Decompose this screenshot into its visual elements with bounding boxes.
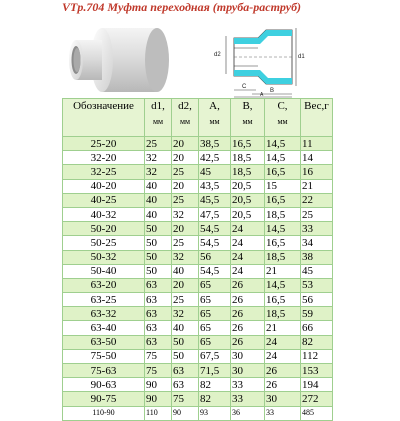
- table-cell: 40-20: [63, 179, 145, 193]
- table-cell: 25: [301, 207, 333, 221]
- table-cell: 75-63: [63, 364, 145, 378]
- table-cell: 67,5: [199, 349, 231, 363]
- table-cell: 18,5: [265, 307, 301, 321]
- table-cell: 42,5: [199, 151, 231, 165]
- column-header-label: B,: [242, 100, 253, 112]
- table-cell: 59: [301, 307, 333, 321]
- table-row: [63, 335, 333, 349]
- label-d2: d2: [214, 52, 221, 58]
- table-cell: 20: [172, 137, 199, 151]
- table-cell: 50-25: [63, 236, 145, 250]
- table-cell: 90-63: [63, 378, 145, 392]
- column-header-label: Вес,г: [304, 100, 329, 112]
- table-cell: 93: [199, 406, 231, 420]
- table-cell: 24: [231, 222, 265, 236]
- column-header-label: d2,: [178, 100, 192, 112]
- table-cell: 16,5: [265, 193, 301, 207]
- table-cell: 40: [145, 193, 172, 207]
- table-cell: 25: [145, 137, 172, 151]
- table-cell: 63-20: [63, 278, 145, 292]
- table-cell: 38,5: [199, 137, 231, 151]
- column-header-unit: мм: [209, 117, 220, 126]
- table-cell: 16: [301, 165, 333, 179]
- table-cell: 63-40: [63, 321, 145, 335]
- table-row: [63, 378, 333, 392]
- table-cell: 40-25: [63, 193, 145, 207]
- table-cell: 24: [231, 264, 265, 278]
- table-cell: 26: [231, 335, 265, 349]
- table-cell: 16,5: [265, 236, 301, 250]
- table-row: [63, 236, 333, 250]
- table-cell: 25-20: [63, 137, 145, 151]
- table-cell: 16,5: [231, 137, 265, 151]
- table-cell: 25: [172, 236, 199, 250]
- table-cell: 50: [172, 349, 199, 363]
- column-header-unit: мм: [277, 117, 288, 126]
- table-cell: 82: [301, 335, 333, 349]
- page-title: VTp.704 Муфта переходная (труба-раструб): [62, 0, 302, 14]
- table-cell: 20,5: [231, 193, 265, 207]
- table-cell: 32: [145, 165, 172, 179]
- column-header: [231, 99, 265, 137]
- table-row: [63, 222, 333, 236]
- table-cell: 18,5: [231, 165, 265, 179]
- table-row: [63, 321, 333, 335]
- column-header: [63, 99, 145, 137]
- table-cell: 63: [145, 321, 172, 335]
- table-cell: 50: [145, 222, 172, 236]
- table-cell: 25: [172, 293, 199, 307]
- table-cell: 14: [301, 151, 333, 165]
- column-header-label: A,: [209, 100, 220, 112]
- table-cell: 11: [301, 137, 333, 151]
- table-cell: 63-32: [63, 307, 145, 321]
- table-cell: 65: [199, 278, 231, 292]
- table-row: [63, 392, 333, 406]
- table-cell: 32: [145, 151, 172, 165]
- table-cell: 50: [145, 250, 172, 264]
- table-cell: 14,5: [265, 151, 301, 165]
- table-row: [63, 207, 333, 221]
- table-cell: 50: [172, 335, 199, 349]
- column-header-unit: мм: [179, 117, 191, 126]
- table-cell: 63: [145, 278, 172, 292]
- table-row: [63, 364, 333, 378]
- table-cell: 54,5: [199, 222, 231, 236]
- table-cell: 15: [265, 179, 301, 193]
- table-cell: 90: [145, 378, 172, 392]
- table-row: [63, 307, 333, 321]
- table-cell: 40: [172, 264, 199, 278]
- table-cell: 54,5: [199, 264, 231, 278]
- table-cell: 33: [301, 222, 333, 236]
- table-cell: 18,5: [231, 151, 265, 165]
- table-cell: 30: [231, 349, 265, 363]
- column-header-label: d1,: [151, 100, 165, 112]
- column-header-unit: мм: [242, 117, 253, 126]
- table-cell: 45: [199, 165, 231, 179]
- table-cell: 18,5: [265, 250, 301, 264]
- table-cell: 50-20: [63, 222, 145, 236]
- table-row: [63, 193, 333, 207]
- table-cell: 21: [265, 321, 301, 335]
- table-cell: 32: [172, 250, 199, 264]
- table-cell: 25: [172, 193, 199, 207]
- table-cell: 32: [172, 307, 199, 321]
- table-cell: 53: [301, 278, 333, 292]
- table-cell: 26: [265, 378, 301, 392]
- table-cell: 38: [301, 250, 333, 264]
- table-cell: 14,5: [265, 278, 301, 292]
- product-photo: [62, 20, 172, 102]
- table-cell: 20: [172, 222, 199, 236]
- table-cell: 21: [301, 179, 333, 193]
- table-cell: 63: [172, 378, 199, 392]
- column-header: [265, 99, 301, 137]
- table-cell: 63-25: [63, 293, 145, 307]
- table-cell: 485: [301, 406, 333, 420]
- table-row: [63, 293, 333, 307]
- table-cell: 20,5: [231, 179, 265, 193]
- table-cell: 26: [265, 364, 301, 378]
- table-cell: 82: [199, 392, 231, 406]
- table-cell: 75: [145, 364, 172, 378]
- column-header: [172, 99, 199, 137]
- table-cell: 14,5: [265, 222, 301, 236]
- table-cell: 32: [172, 207, 199, 221]
- label-d1: d1: [298, 54, 305, 60]
- table-cell: 272: [301, 392, 333, 406]
- table-cell: 26: [231, 278, 265, 292]
- table-cell: 24: [265, 349, 301, 363]
- column-header-label: Обозначение: [73, 100, 134, 112]
- table-row: [63, 349, 333, 363]
- table-cell: 66: [301, 321, 333, 335]
- label-a: A: [260, 92, 264, 98]
- table-cell: 75: [145, 349, 172, 363]
- table-body: [63, 137, 333, 421]
- technical-drawing: [212, 16, 314, 98]
- spec-table-container: [62, 98, 332, 421]
- table-cell: 194: [301, 378, 333, 392]
- table-cell: 26: [231, 307, 265, 321]
- table-cell: 50: [145, 236, 172, 250]
- table-row: [63, 264, 333, 278]
- table-cell: 43,5: [199, 179, 231, 193]
- table-cell: 45,5: [199, 193, 231, 207]
- table-cell: 36: [231, 406, 265, 420]
- table-cell: 24: [231, 236, 265, 250]
- table-cell: 63: [172, 364, 199, 378]
- table-cell: 90: [172, 406, 199, 420]
- spec-table: [62, 98, 333, 421]
- table-cell: 32-25: [63, 165, 145, 179]
- table-cell: 20: [172, 151, 199, 165]
- table-cell: 40: [172, 321, 199, 335]
- table-row: [63, 165, 333, 179]
- table-cell: 63-50: [63, 335, 145, 349]
- table-cell: 47,5: [199, 207, 231, 221]
- table-cell: 65: [199, 321, 231, 335]
- table-cell: 110: [145, 406, 172, 420]
- table-cell: 153: [301, 364, 333, 378]
- table-cell: 20,5: [231, 207, 265, 221]
- table-cell: 50-40: [63, 264, 145, 278]
- table-cell: 24: [231, 250, 265, 264]
- table-cell: 54,5: [199, 236, 231, 250]
- table-cell: 56: [199, 250, 231, 264]
- table-cell: 63: [145, 335, 172, 349]
- table-cell: 50: [145, 264, 172, 278]
- table-row: [63, 179, 333, 193]
- table-cell: 90-75: [63, 392, 145, 406]
- table-cell: 21: [265, 264, 301, 278]
- table-cell: 112: [301, 349, 333, 363]
- table-cell: 16,5: [265, 165, 301, 179]
- column-header-unit: мм: [152, 117, 164, 126]
- table-cell: 20: [172, 278, 199, 292]
- table-cell: 20: [172, 179, 199, 193]
- column-header-label: C,: [277, 100, 288, 112]
- column-header: [301, 99, 333, 137]
- table-cell: 33: [265, 406, 301, 420]
- table-cell: 82: [199, 378, 231, 392]
- table-cell: 40-32: [63, 207, 145, 221]
- column-header: [199, 99, 231, 137]
- table-row: [63, 406, 333, 420]
- table-cell: 45: [301, 264, 333, 278]
- table-cell: 63: [145, 307, 172, 321]
- table-cell: 75: [172, 392, 199, 406]
- column-header: [145, 99, 172, 137]
- table-cell: 110-90: [63, 406, 145, 420]
- table-cell: 26: [231, 321, 265, 335]
- table-cell: 30: [265, 392, 301, 406]
- table-cell: 30: [231, 364, 265, 378]
- table-row: [63, 278, 333, 292]
- table-cell: 33: [231, 378, 265, 392]
- table-cell: 63: [145, 293, 172, 307]
- table-row: [63, 250, 333, 264]
- table-cell: 65: [199, 293, 231, 307]
- table-cell: 71,5: [199, 364, 231, 378]
- table-row: [63, 137, 333, 151]
- table-cell: 16,5: [265, 293, 301, 307]
- table-cell: 34: [301, 236, 333, 250]
- table-cell: 56: [301, 293, 333, 307]
- table-cell: 75-50: [63, 349, 145, 363]
- table-cell: 65: [199, 335, 231, 349]
- table-cell: 24: [265, 335, 301, 349]
- table-cell: 33: [231, 392, 265, 406]
- table-cell: 26: [231, 293, 265, 307]
- table-cell: 22: [301, 193, 333, 207]
- table-cell: 50-32: [63, 250, 145, 264]
- table-cell: 40: [145, 207, 172, 221]
- table-cell: 32-20: [63, 151, 145, 165]
- label-c: C: [242, 84, 247, 90]
- table-row: [63, 151, 333, 165]
- table-cell: 14,5: [265, 137, 301, 151]
- table-header-row: [63, 99, 333, 137]
- table-cell: 65: [199, 307, 231, 321]
- table-cell: 18,5: [265, 207, 301, 221]
- table-cell: 25: [172, 165, 199, 179]
- label-b: B: [270, 88, 275, 94]
- table-cell: 40: [145, 179, 172, 193]
- table-cell: 90: [145, 392, 172, 406]
